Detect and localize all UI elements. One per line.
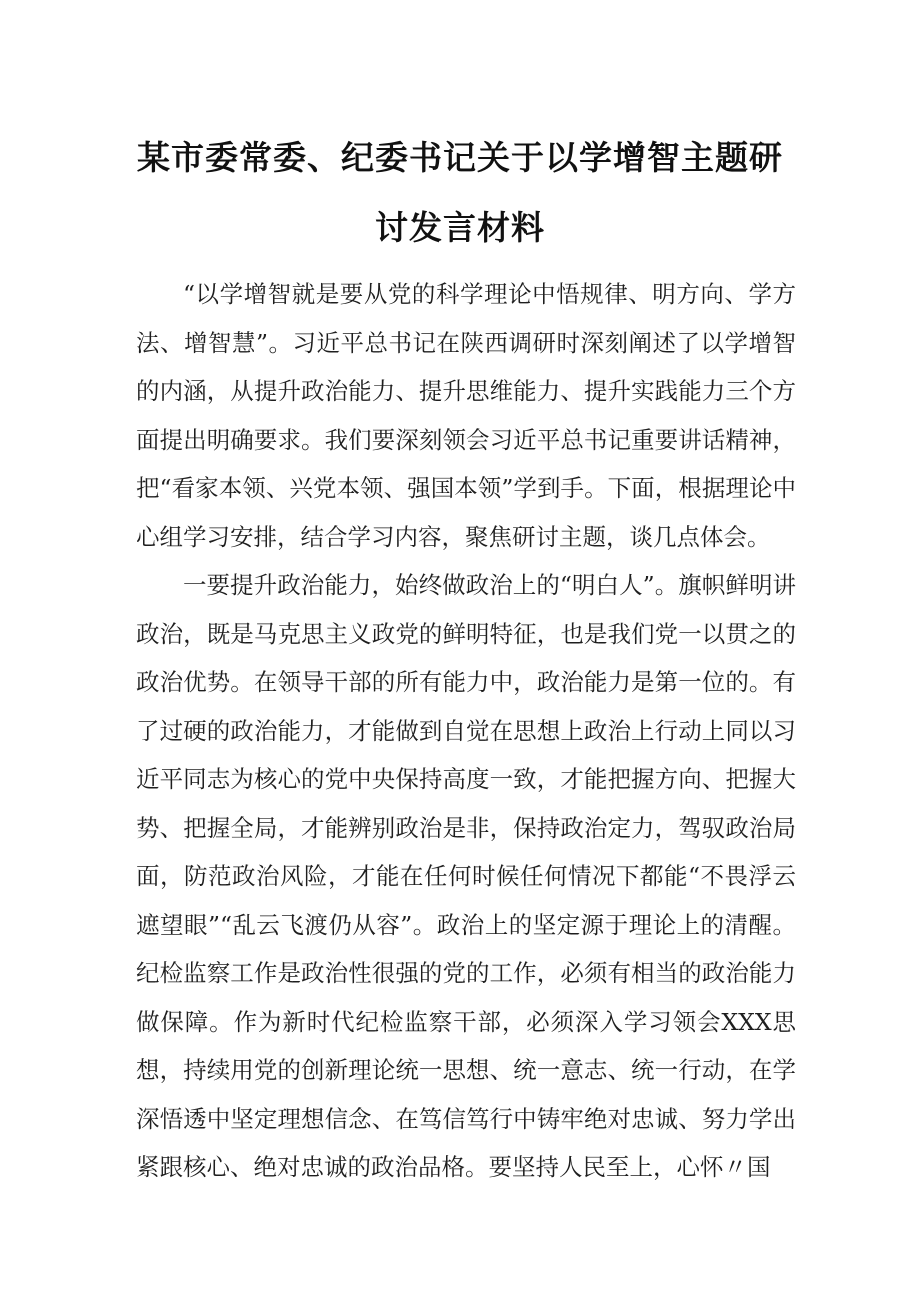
- document-title-line-1: 某市委常委、纪委书记关于以学增智主题研: [137, 138, 783, 177]
- document-body: [136, 270, 796, 1192]
- document-title-line-2: 讨发言材料: [375, 208, 545, 247]
- paragraph-intro: “以学增智就是要从党的科学理论中悟规律、明方向、学方法、增智慧”。习近平总书记在陕西调研时深刻阐述了以学增智的内涵，从提升政治能力、提升思维能力、提升实践能力三个方面提出明确要求。我们要深刻领会习近平总书记重要讲话精神，把“看家本领、兴党本领、强国本领”学到手。下面，根据理论中心组学习安排，结合学习内容，聚焦研讨主题，谈几点体会。: [136, 280, 796, 551]
- paragraph-political-ability: 一要提升政治能力，始终做政治上的“明白人”。旗帜鲜明讲政治，既是马克思主义政党的鲜明特征，也是我们党一以贯之的政治优势。在领导干部的所有能力中，政治能力是第一位的。有了过硬的政治能力，才能做到自觉在思想上政治上行动上同以习近平同志为核心的党中央保持高度一致，才能把握方向、把握大势、把握全局，才能辨别政治是非，保持政治定力，驾驭政治局面，防范政治风险，才能在任何时候任何情况下都能“不畏浮云遮望眼”“乱云飞渡仍从容”。政治上的坚定源于理论上的清醒。纪检监察工作是政治性很强的党的工作，必须有相当的政治能力做保障。作为新时代纪检监察干部，必须深入学习领会XXX思想，持续用党的创新理论统一思想、统一意志、统一行动，在学深悟透中坚定理想信念、在笃信笃行中铸牢绝对忠诚、努力学出紧跟核心、绝对忠诚的政治品格。要坚持人民至上，心怀〃国: [136, 571, 796, 1181]
